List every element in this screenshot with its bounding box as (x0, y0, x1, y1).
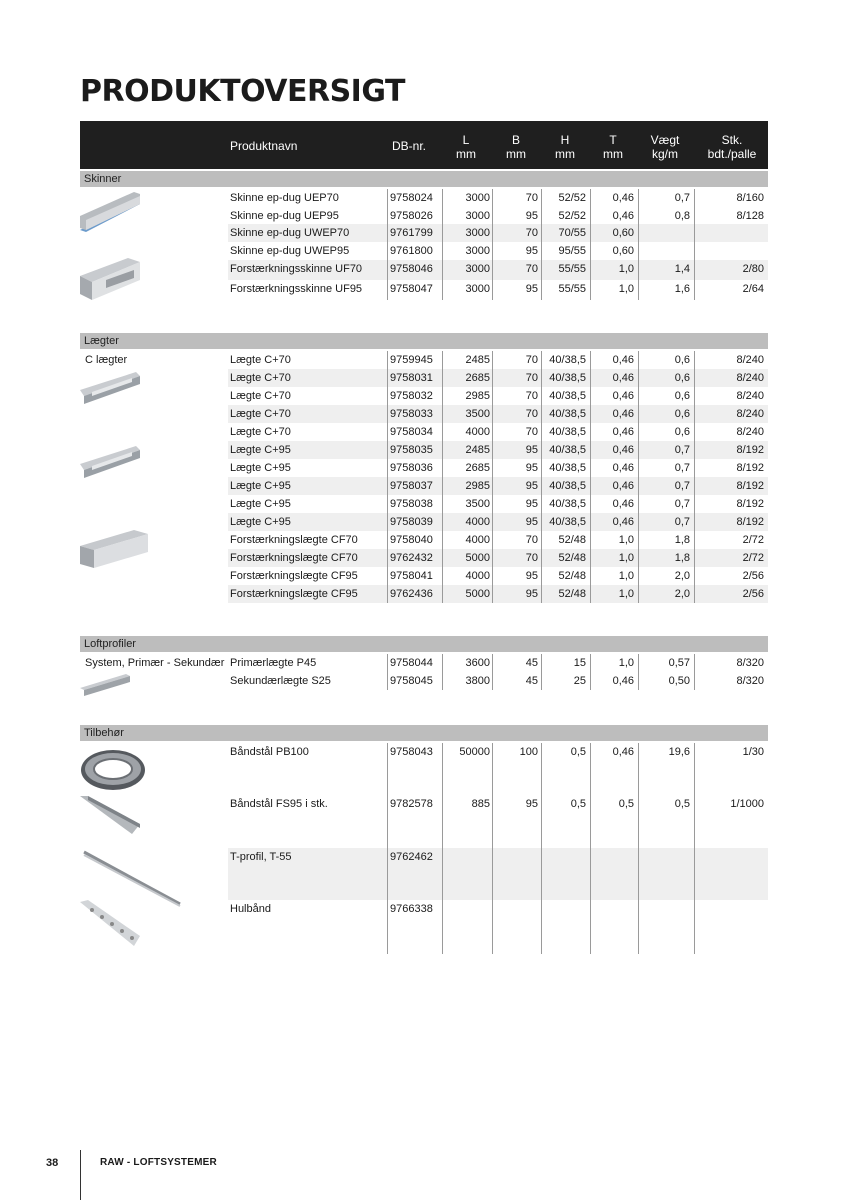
weight-cell: 1,6 (674, 283, 690, 295)
pack-cell: 8/192 (736, 516, 764, 528)
pack-cell: 8/160 (736, 192, 764, 204)
table-row (228, 477, 768, 495)
height-cell: 52/48 (558, 588, 586, 600)
perforated-strip-image (78, 898, 144, 950)
weight-cell: 0,7 (674, 516, 690, 528)
height-cell: 0,5 (570, 746, 586, 758)
pack-cell (696, 242, 764, 260)
pack-cell: 8/240 (736, 390, 764, 402)
length-cell (444, 848, 490, 900)
section-loft-sub: System, Primær - Sekundær (85, 657, 225, 669)
weight-cell: 2,0 (674, 588, 690, 600)
c-lath-95-image (78, 444, 144, 480)
weight-cell: 0,5 (674, 798, 690, 810)
column-divider (638, 654, 639, 690)
thickness-cell: 0,46 (612, 480, 634, 492)
thickness-cell (590, 848, 634, 900)
product-name-cell: Skinne ep-dug UEP95 (230, 210, 339, 222)
db-number-cell: 9758034 (390, 426, 433, 438)
thickness-cell: 0,46 (612, 462, 634, 474)
db-number-cell: 9758031 (390, 372, 433, 384)
width-cell: 70 (525, 263, 538, 275)
height-cell: 40/38,5 (549, 462, 586, 474)
length-cell: 3800 (465, 675, 490, 687)
product-name-cell: Forstærkningsskinne UF95 (230, 283, 363, 295)
column-divider (590, 654, 591, 690)
length-cell: 3000 (465, 245, 490, 257)
height-cell: 95/55 (558, 245, 586, 257)
page-title: PRODUKTOVERSIGT (80, 74, 405, 109)
thickness-cell: 0,46 (612, 746, 634, 758)
table-header (80, 121, 768, 169)
db-number-cell: 9758040 (390, 534, 433, 546)
thickness-cell: 0,46 (612, 498, 634, 510)
column-divider (541, 654, 542, 690)
table-row (228, 280, 768, 300)
column-divider (590, 189, 591, 300)
section-skinner: Skinner (80, 171, 768, 187)
db-number-cell: 9758044 (390, 657, 433, 669)
column-divider (638, 351, 639, 603)
pack-cell: 2/64 (742, 283, 764, 295)
column-divider (442, 351, 443, 603)
pack-cell: 2/56 (742, 588, 764, 600)
weight-cell: 0,7 (674, 462, 690, 474)
length-cell: 3000 (465, 210, 490, 222)
product-name-cell: Primærlægte P45 (230, 657, 317, 669)
db-number-cell: 9761800 (390, 245, 433, 257)
product-name-cell: Forstærkningslægte CF95 (230, 588, 358, 600)
table-row (228, 459, 768, 477)
column-divider (590, 351, 591, 603)
weight-cell: 0,6 (674, 354, 690, 366)
length-cell: 2485 (465, 444, 490, 456)
product-name-cell: Lægte C+95 (230, 444, 291, 456)
column-divider (638, 743, 639, 954)
width-cell: 95 (525, 462, 538, 474)
height-cell: 40/38,5 (549, 426, 586, 438)
weight-cell: 0,7 (674, 498, 690, 510)
pack-cell: 8/240 (736, 408, 764, 420)
product-name-cell: Skinne ep-dug UWEP70 (230, 227, 350, 239)
length-cell: 4000 (465, 516, 490, 528)
col-t-header: T mm (603, 133, 623, 161)
width-cell: 100 (519, 746, 538, 758)
length-cell: 4000 (465, 570, 490, 582)
width-cell: 70 (525, 354, 538, 366)
column-divider (492, 351, 493, 603)
table-row (228, 654, 768, 672)
product-name-cell: Forstærkningslægte CF95 (230, 570, 358, 582)
footer-divider (80, 1150, 81, 1200)
width-cell: 70 (525, 390, 538, 402)
weight-cell: 0,50 (668, 675, 690, 687)
height-cell: 40/38,5 (549, 390, 586, 402)
product-name-cell: Båndstål FS95 i stk. (230, 798, 328, 810)
db-number-cell: 9762436 (390, 588, 433, 600)
product-name-cell: Lægte C+70 (230, 426, 291, 438)
column-divider (590, 743, 591, 954)
width-cell: 70 (525, 408, 538, 420)
table-row (228, 672, 768, 690)
db-number-cell: 9758041 (390, 570, 433, 582)
thickness-cell: 1,0 (618, 657, 634, 669)
product-name-cell: Lægte C+95 (230, 462, 291, 474)
weight-cell: 0,8 (674, 210, 690, 222)
db-number-cell: 9758026 (390, 210, 433, 222)
weight-cell (638, 848, 690, 900)
length-cell: 2685 (465, 462, 490, 474)
length-cell: 3500 (465, 408, 490, 420)
ceiling-profile-image (78, 672, 134, 698)
width-cell: 95 (525, 283, 538, 295)
col-db-header: DB-nr. (392, 139, 427, 153)
pack-cell: 8/192 (736, 480, 764, 492)
column-divider (541, 743, 542, 954)
weight-cell: 0,57 (668, 657, 690, 669)
thickness-cell: 1,0 (618, 534, 634, 546)
thickness-cell: 0,5 (618, 798, 634, 810)
db-number-cell: 9758024 (390, 192, 433, 204)
weight-cell: 0,7 (674, 192, 690, 204)
weight-cell (638, 900, 690, 953)
height-cell: 40/38,5 (549, 498, 586, 510)
column-divider (492, 189, 493, 300)
weight-cell: 1,8 (674, 552, 690, 564)
height-cell: 52/52 (558, 192, 586, 204)
pack-cell: 1/30 (742, 746, 764, 758)
table-row (228, 795, 768, 848)
length-cell: 885 (471, 798, 490, 810)
db-number-cell: 9782578 (390, 798, 433, 810)
product-name-cell: Hulbånd (230, 903, 271, 915)
width-cell: 70 (525, 552, 538, 564)
column-divider (638, 189, 639, 300)
table-row (228, 387, 768, 405)
product-name-cell: Forstærkningslægte CF70 (230, 552, 358, 564)
pack-cell (696, 900, 764, 953)
thickness-cell: 0,46 (612, 354, 634, 366)
height-cell: 55/55 (558, 283, 586, 295)
section-laegter-sub: C lægter (85, 354, 128, 366)
length-cell: 3000 (465, 263, 490, 275)
weight-cell (638, 242, 690, 260)
db-number-cell: 9758032 (390, 390, 433, 402)
length-cell: 4000 (465, 426, 490, 438)
thickness-cell (590, 900, 634, 953)
column-divider (387, 351, 388, 603)
height-cell: 15 (573, 657, 586, 669)
table-row (228, 242, 768, 260)
weight-cell (638, 224, 690, 242)
product-name-cell: Lægte C+95 (230, 480, 291, 492)
pack-cell: 8/320 (736, 675, 764, 687)
page-number: 38 (46, 1157, 59, 1169)
column-divider (694, 351, 695, 603)
length-cell: 3000 (465, 227, 490, 239)
thickness-cell: 0,46 (612, 210, 634, 222)
weight-cell: 0,6 (674, 390, 690, 402)
table-row (228, 513, 768, 531)
table-row (228, 351, 768, 369)
width-cell: 70 (525, 227, 538, 239)
height-cell: 40/38,5 (549, 516, 586, 528)
table-row (228, 531, 768, 549)
pack-cell: 8/240 (736, 354, 764, 366)
table-row (228, 423, 768, 441)
thickness-cell: 0,46 (612, 192, 634, 204)
pack-cell: 2/72 (742, 534, 764, 546)
thickness-cell: 0,46 (612, 390, 634, 402)
product-name-cell: Lægte C+70 (230, 354, 291, 366)
width-cell: 70 (525, 534, 538, 546)
pack-cell: 2/72 (742, 552, 764, 564)
thickness-cell: 0,46 (612, 675, 634, 687)
column-divider (541, 351, 542, 603)
steel-strip-image (78, 794, 142, 838)
height-cell: 55/55 (558, 263, 586, 275)
length-cell: 5000 (465, 552, 490, 564)
width-cell: 95 (525, 480, 538, 492)
height-cell (542, 848, 586, 900)
pack-cell: 8/320 (736, 657, 764, 669)
col-vaegt-header: Vægt kg/m (650, 133, 680, 161)
db-number-cell: 9758043 (390, 746, 433, 758)
pack-cell: 8/192 (736, 498, 764, 510)
db-number-cell: 9758046 (390, 263, 433, 275)
height-cell: 52/48 (558, 534, 586, 546)
thickness-cell: 1,0 (618, 283, 634, 295)
pack-cell: 2/56 (742, 570, 764, 582)
width-cell: 95 (525, 498, 538, 510)
table-row (228, 743, 768, 795)
column-divider (442, 743, 443, 954)
table-row (228, 585, 768, 603)
col-stk-header: Stk. bdt./palle (707, 133, 757, 161)
length-cell: 3600 (465, 657, 490, 669)
db-number-cell: 9762462 (390, 851, 433, 863)
length-cell: 3000 (465, 283, 490, 295)
width-cell: 45 (525, 675, 538, 687)
weight-cell: 1,8 (674, 534, 690, 546)
table-row (228, 495, 768, 513)
width-cell: 95 (525, 245, 538, 257)
length-cell: 3500 (465, 498, 490, 510)
height-cell: 52/52 (558, 210, 586, 222)
pack-cell: 8/240 (736, 372, 764, 384)
length-cell: 3000 (465, 192, 490, 204)
table-row (228, 260, 768, 280)
pack-cell (696, 224, 764, 242)
column-divider (492, 654, 493, 690)
weight-cell: 0,6 (674, 372, 690, 384)
pack-cell: 8/240 (736, 426, 764, 438)
weight-cell: 0,6 (674, 426, 690, 438)
db-number-cell: 9759945 (390, 354, 433, 366)
pack-cell: 8/192 (736, 444, 764, 456)
thickness-cell: 0,46 (612, 516, 634, 528)
col-b-header: B mm (506, 133, 526, 161)
steel-coil-image (78, 746, 148, 792)
rail-profile-image (78, 190, 144, 238)
thickness-cell: 0,46 (612, 372, 634, 384)
width-cell (494, 848, 538, 900)
thickness-cell: 0,46 (612, 426, 634, 438)
product-name-cell: Skinne ep-dug UEP70 (230, 192, 339, 204)
db-number-cell: 9758038 (390, 498, 433, 510)
footer-title: RAW - LOFTSYSTEMER (100, 1157, 217, 1168)
product-name-cell: Skinne ep-dug UWEP95 (230, 245, 350, 257)
thickness-cell: 1,0 (618, 588, 634, 600)
product-name-cell: Sekundærlægte S25 (230, 675, 331, 687)
thickness-cell: 1,0 (618, 263, 634, 275)
length-cell: 2985 (465, 390, 490, 402)
column-divider (694, 743, 695, 954)
width-cell: 95 (525, 798, 538, 810)
thickness-cell: 0,60 (612, 245, 634, 257)
db-number-cell: 9758036 (390, 462, 433, 474)
width-cell: 70 (525, 372, 538, 384)
table-row (228, 900, 768, 953)
product-name-cell: Lægte C+70 (230, 372, 291, 384)
table-row (228, 189, 768, 207)
height-cell: 40/38,5 (549, 444, 586, 456)
reinforcement-lath-image (78, 528, 150, 572)
height-cell: 40/38,5 (549, 408, 586, 420)
width-cell: 70 (525, 192, 538, 204)
db-number-cell: 9758047 (390, 283, 433, 295)
length-cell: 2985 (465, 480, 490, 492)
height-cell: 0,5 (570, 798, 586, 810)
weight-cell: 0,7 (674, 444, 690, 456)
column-divider (694, 189, 695, 300)
height-cell: 25 (573, 675, 586, 687)
thickness-cell: 1,0 (618, 570, 634, 582)
weight-cell: 1,4 (674, 263, 690, 275)
height-cell: 40/38,5 (549, 372, 586, 384)
thickness-cell: 0,60 (612, 227, 634, 239)
height-cell (542, 900, 586, 953)
db-number-cell: 9758039 (390, 516, 433, 528)
width-cell: 45 (525, 657, 538, 669)
width-cell: 95 (525, 444, 538, 456)
section-laegter: Lægter (80, 333, 768, 349)
product-name-cell: Lægte C+95 (230, 498, 291, 510)
weight-cell: 19,6 (668, 746, 690, 758)
table-row (228, 848, 768, 900)
width-cell: 95 (525, 570, 538, 582)
product-name-cell: Lægte C+70 (230, 408, 291, 420)
col-h-header: H mm (555, 133, 575, 161)
width-cell: 95 (525, 210, 538, 222)
weight-cell: 2,0 (674, 570, 690, 582)
section-tilbehor: Tilbehør (80, 725, 768, 741)
thickness-cell: 1,0 (618, 552, 634, 564)
product-name-cell: T-profil, T-55 (230, 851, 292, 863)
table-row (228, 567, 768, 585)
db-number-cell: 9758033 (390, 408, 433, 420)
product-name-cell: Forstærkningsskinne UF70 (230, 263, 363, 275)
width-cell: 70 (525, 426, 538, 438)
column-divider (387, 743, 388, 954)
product-name-cell: Lægte C+70 (230, 390, 291, 402)
length-cell: 5000 (465, 588, 490, 600)
reinforcement-rail-image (78, 256, 144, 304)
width-cell: 95 (525, 588, 538, 600)
pack-cell (696, 848, 764, 900)
table-row (228, 405, 768, 423)
db-number-cell: 9761799 (390, 227, 433, 239)
length-cell: 4000 (465, 534, 490, 546)
weight-cell: 0,6 (674, 408, 690, 420)
height-cell: 70/55 (558, 227, 586, 239)
table-row (228, 207, 768, 225)
db-number-cell: 9766338 (390, 903, 433, 915)
col-l-header: L mm (456, 133, 476, 161)
thickness-cell: 0,46 (612, 408, 634, 420)
db-number-cell: 9758035 (390, 444, 433, 456)
col-name-header: Produktnavn (230, 139, 298, 153)
height-cell: 40/38,5 (549, 480, 586, 492)
height-cell: 52/48 (558, 570, 586, 582)
width-cell (494, 900, 538, 953)
length-cell: 2485 (465, 354, 490, 366)
table-row (228, 369, 768, 387)
column-divider (442, 654, 443, 690)
pack-cell: 2/80 (742, 263, 764, 275)
db-number-cell: 9758045 (390, 675, 433, 687)
product-name-cell: Båndstål PB100 (230, 746, 309, 758)
product-name-cell: Lægte C+95 (230, 516, 291, 528)
pack-cell: 1/1000 (730, 798, 764, 810)
height-cell: 40/38,5 (549, 354, 586, 366)
column-divider (387, 654, 388, 690)
weight-cell: 0,7 (674, 480, 690, 492)
pack-cell: 8/128 (736, 210, 764, 222)
column-divider (541, 189, 542, 300)
length-cell: 50000 (459, 746, 490, 758)
table-row (228, 441, 768, 459)
column-divider (492, 743, 493, 954)
product-name-cell: Forstærkningslægte CF70 (230, 534, 358, 546)
pack-cell: 8/192 (736, 462, 764, 474)
db-number-cell: 9758037 (390, 480, 433, 492)
table-row (228, 224, 768, 242)
width-cell: 95 (525, 516, 538, 528)
thickness-cell: 0,46 (612, 444, 634, 456)
length-cell: 2685 (465, 372, 490, 384)
column-divider (442, 189, 443, 300)
height-cell: 52/48 (558, 552, 586, 564)
c-lath-70-image (78, 370, 144, 406)
table-row (228, 549, 768, 567)
db-number-cell: 9762432 (390, 552, 433, 564)
column-divider (694, 654, 695, 690)
length-cell (444, 900, 490, 953)
section-loftprofiler: Loftprofiler (80, 636, 768, 652)
column-divider (387, 189, 388, 300)
